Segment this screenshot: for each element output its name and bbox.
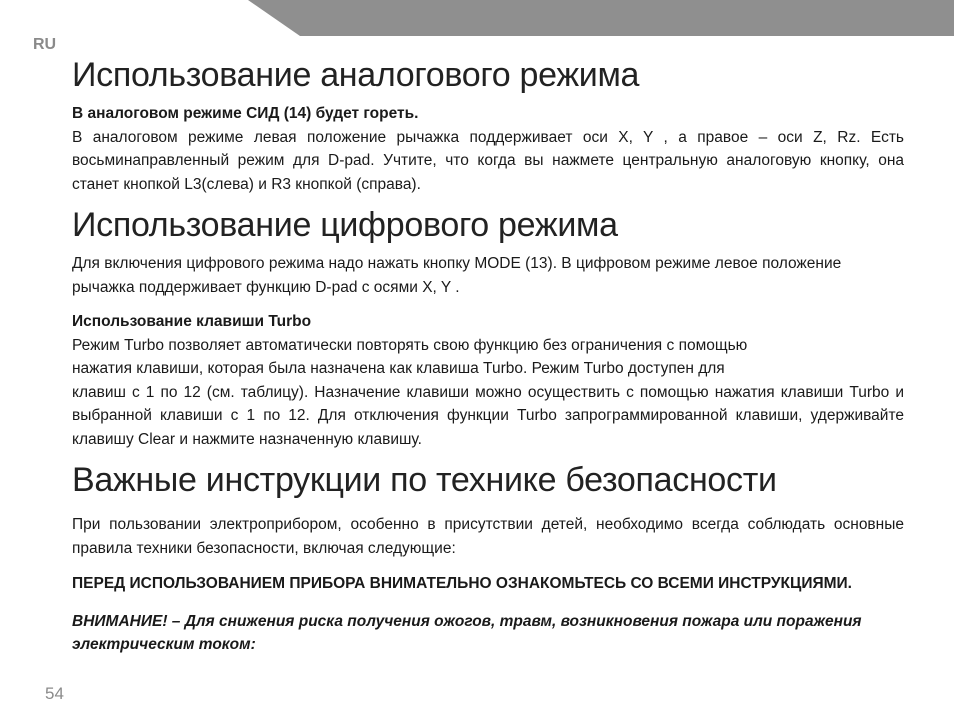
digital-mode-section — [72, 202, 904, 451]
safety-heading: Важные инструкции по технике безопасности — [72, 461, 777, 499]
turbo-line-2: нажатия клавиши, которая была назначена как клавиша Turbo. Режим Turbo доступен для — [72, 360, 725, 377]
header-band — [248, 0, 954, 36]
analog-mode-lead: В аналоговом режиме СИД (14) будет гореть. — [72, 105, 419, 122]
analog-mode-body: В аналоговом режиме левая положение рычажка поддерживает оси X, Y , а правое – оси Z, Rz. Есть восьминаправленный режим для D-pad. Учтите, что когда вы нажмете центральную аналоговую кнопку, она станет кнопкой L3(слева) и R3 кнопкой (справа). — [72, 128, 904, 193]
turbo-body: клавиш с 1 по 12 (см. таблицу). Назначение клавиши можно осуществить с помощью нажатия клавиши Turbo и выбранной клавиши с 1 по 12. Для отключения функции Turbo запрограммированной клавиши, удерживайте клавишу Clear и нажмите назначенную клавишу. — [72, 383, 904, 448]
page-number: 54 — [45, 684, 64, 703]
digital-mode-heading: Использование цифрового режима — [72, 206, 618, 244]
safety-intro: При пользовании электроприбором, особенно в присутствии детей, необходимо всегда соблюдать основные правила техники безопасности, включая следующие: — [72, 516, 904, 557]
digital-mode-body: Для включения цифрового режима надо нажать кнопку MODE (13). В цифровом режиме левое положение рычажка поддерживает функцию D-pad с осями X, Y . — [72, 255, 842, 296]
analog-mode-heading: Использование аналогового режима — [72, 56, 640, 94]
language-label: RU — [33, 36, 57, 53]
page-content — [72, 52, 904, 657]
turbo-subsection — [72, 310, 904, 451]
turbo-title: Использование клавиши Turbo — [72, 313, 312, 330]
analog-mode-section — [72, 52, 904, 196]
safety-section — [72, 457, 904, 657]
safety-warning: ВНИМАНИЕ! – Для снижения риска получения ожогов, травм, возникновения пожара или поражения электрическим током: — [72, 612, 862, 653]
safety-notice: ПЕРЕД ИСПОЛЬЗОВАНИЕМ ПРИБОРА ВНИМАТЕЛЬНО ОЗНАКОМЬТЕСЬ СО ВСЕМИ ИНСТРУКЦИЯМИ. — [72, 575, 852, 592]
turbo-line-1: Режим Turbo позволяет автоматически повторять свою функцию без ограничения с помощью — [72, 336, 748, 354]
